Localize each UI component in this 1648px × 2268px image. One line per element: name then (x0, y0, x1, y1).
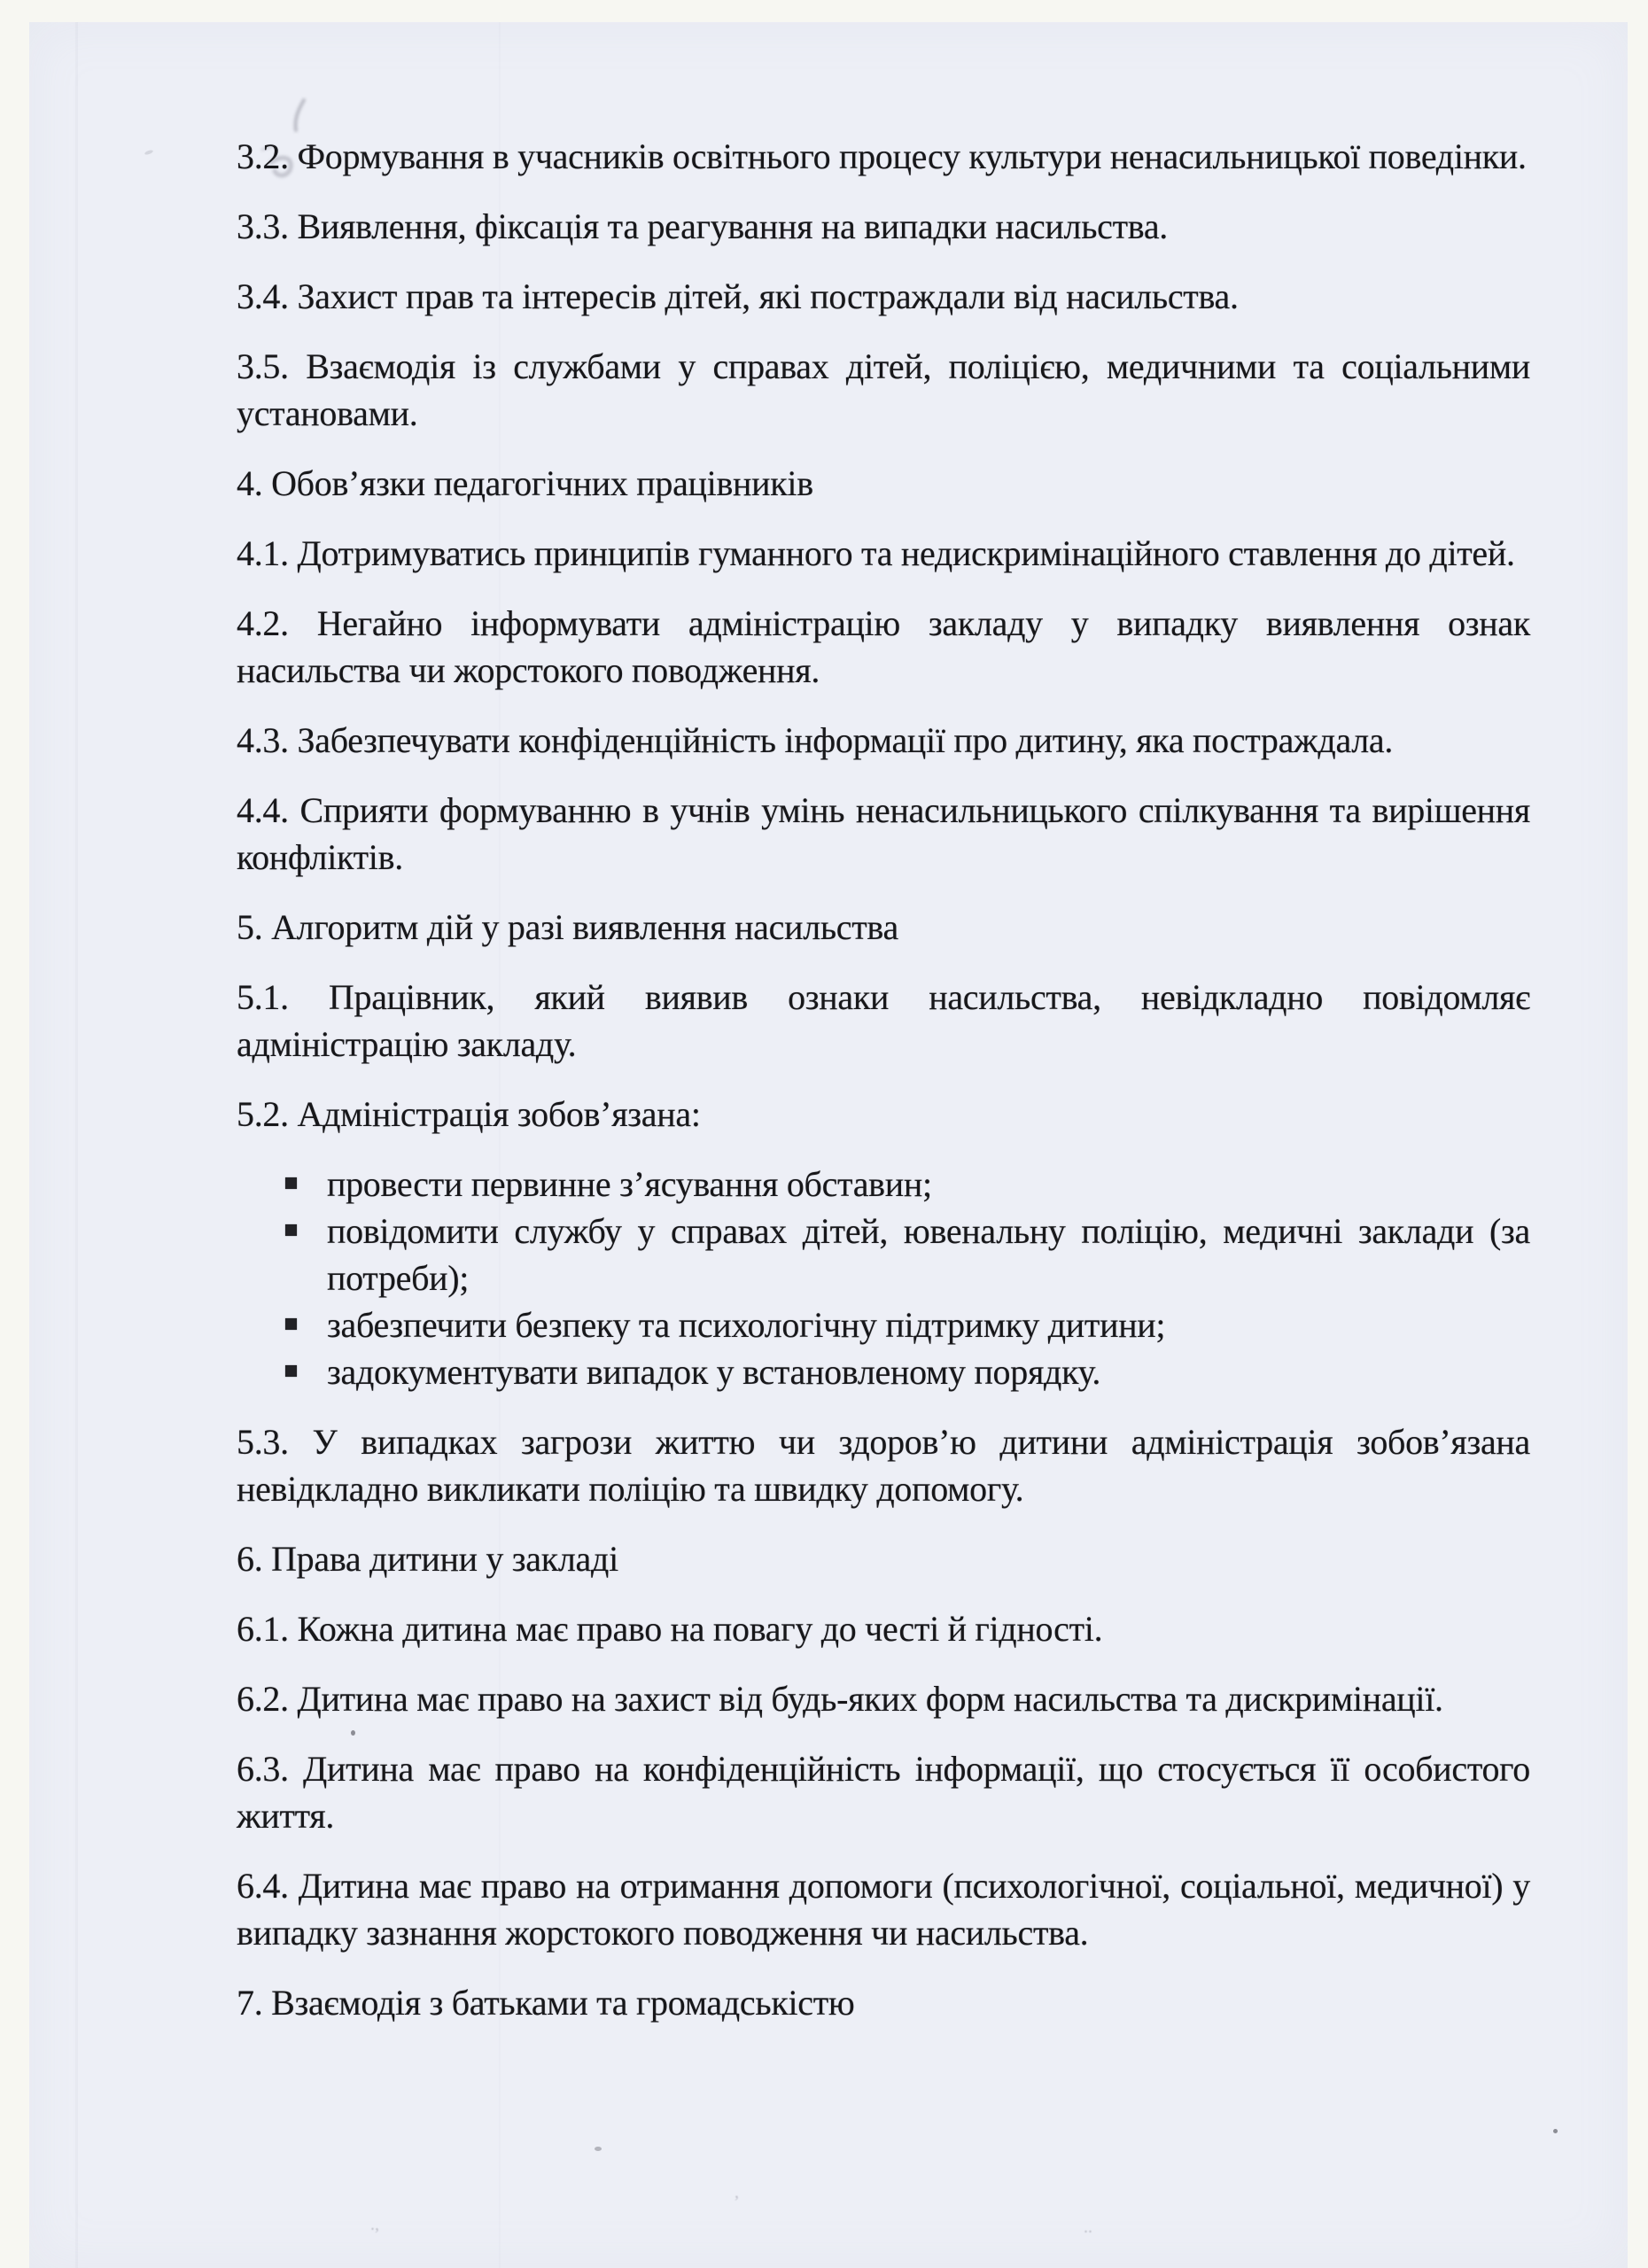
bleedthrough-mark: ʼ (734, 2193, 740, 2212)
scan-stripe (75, 22, 78, 2268)
document-text (237, 133, 1530, 2049)
paragraph-4-3: 4.3. Забезпечувати конфіденційність інформації про дитину, яка постраждала. (237, 720, 1394, 760)
paragraph-3-4: 3.4. Захист прав та інтересів дітей, які постраждали від насильства. (237, 276, 1239, 316)
list-item: повідомити службу у справах дітей, ювенальну поліцію, медичні заклади (за потреби); (327, 1208, 1530, 1301)
paragraph-4-1: 4.1. Дотримуватись принципів гуманного та недискримінаційного ставлення до дітей. (237, 533, 1515, 573)
paragraph-3-3: 3.3. Виявлення, фіксація та реагування на випадки насильства. (237, 206, 1168, 246)
scan-speck (595, 2147, 602, 2151)
paragraph-6-1: 6.1. Кожна дитина має право на повагу до честі й гідності. (237, 1609, 1103, 1649)
section-heading-4: 4. Обов’язки педагогічних працівників (237, 463, 813, 503)
scan-speck (144, 149, 154, 155)
paragraph-3-2: 3.2. Формування в учасників освітнього процесу культури ненасильницької поведінки. (237, 136, 1527, 176)
paragraph-4-4: 4.4. Сприяти формуванню в учнів умінь ненасильницького спілкування та вирішення конфліктів. (237, 790, 1530, 877)
section-heading-5: 5. Алгоритм дій у разі виявлення насильства (237, 907, 898, 947)
section-heading-6: 6. Права дитини у закладі (237, 1539, 618, 1579)
paragraph-6-2: 6.2. Дитина має право на захист від будь-яких форм насильства та дискримінації. (237, 1679, 1443, 1719)
section-heading-7: 7. Взаємодія з батьками та громадськістю (237, 1983, 855, 2023)
list-item: провести первинне з’ясування обставин; (327, 1161, 1530, 1208)
paragraph-5-3: 5.3. У випадках загрози життю чи здоров’ю дитини адміністрація зобов’язана невідкладно викликати поліцію та швидку допомогу. (237, 1422, 1530, 1509)
paragraph-5-2: 5.2. Адміністрація зобов’язана: (237, 1094, 701, 1134)
paragraph-4-2: 4.2. Негайно інформувати адміністрацію закладу у випадку виявлення ознак насильства чи жорстокого поводження. (237, 603, 1530, 690)
list-item: забезпечити безпеку та психологічну підтримку дитини; (327, 1301, 1530, 1348)
bleedthrough-mark: .. (1084, 2218, 1092, 2237)
paragraph-6-3: 6.3. Дитина має право на конфіденційність інформації, що стосується її особистого життя. (237, 1749, 1530, 1836)
bleedthrough-mark: ., (370, 2215, 379, 2234)
scan-speck (1553, 2129, 1558, 2133)
paragraph-5-1: 5.1. Працівник, який виявив ознаки насильства, невідкладно повідомляє адміністрацію закладу. (237, 977, 1530, 1064)
administration-duties-list (237, 1161, 1530, 1395)
paragraph-3-5: 3.5. Взаємодія із службами у справах дітей, поліцією, медичними та соціальними установами. (237, 346, 1530, 433)
list-item: задокументувати випадок у встановленому порядку. (327, 1348, 1530, 1395)
paragraph-6-4: 6.4. Дитина має право на отримання допомоги (психологічної, соціальної, медичної) у випадку зазнання жорстокого поводження чи насильства. (237, 1866, 1530, 1953)
